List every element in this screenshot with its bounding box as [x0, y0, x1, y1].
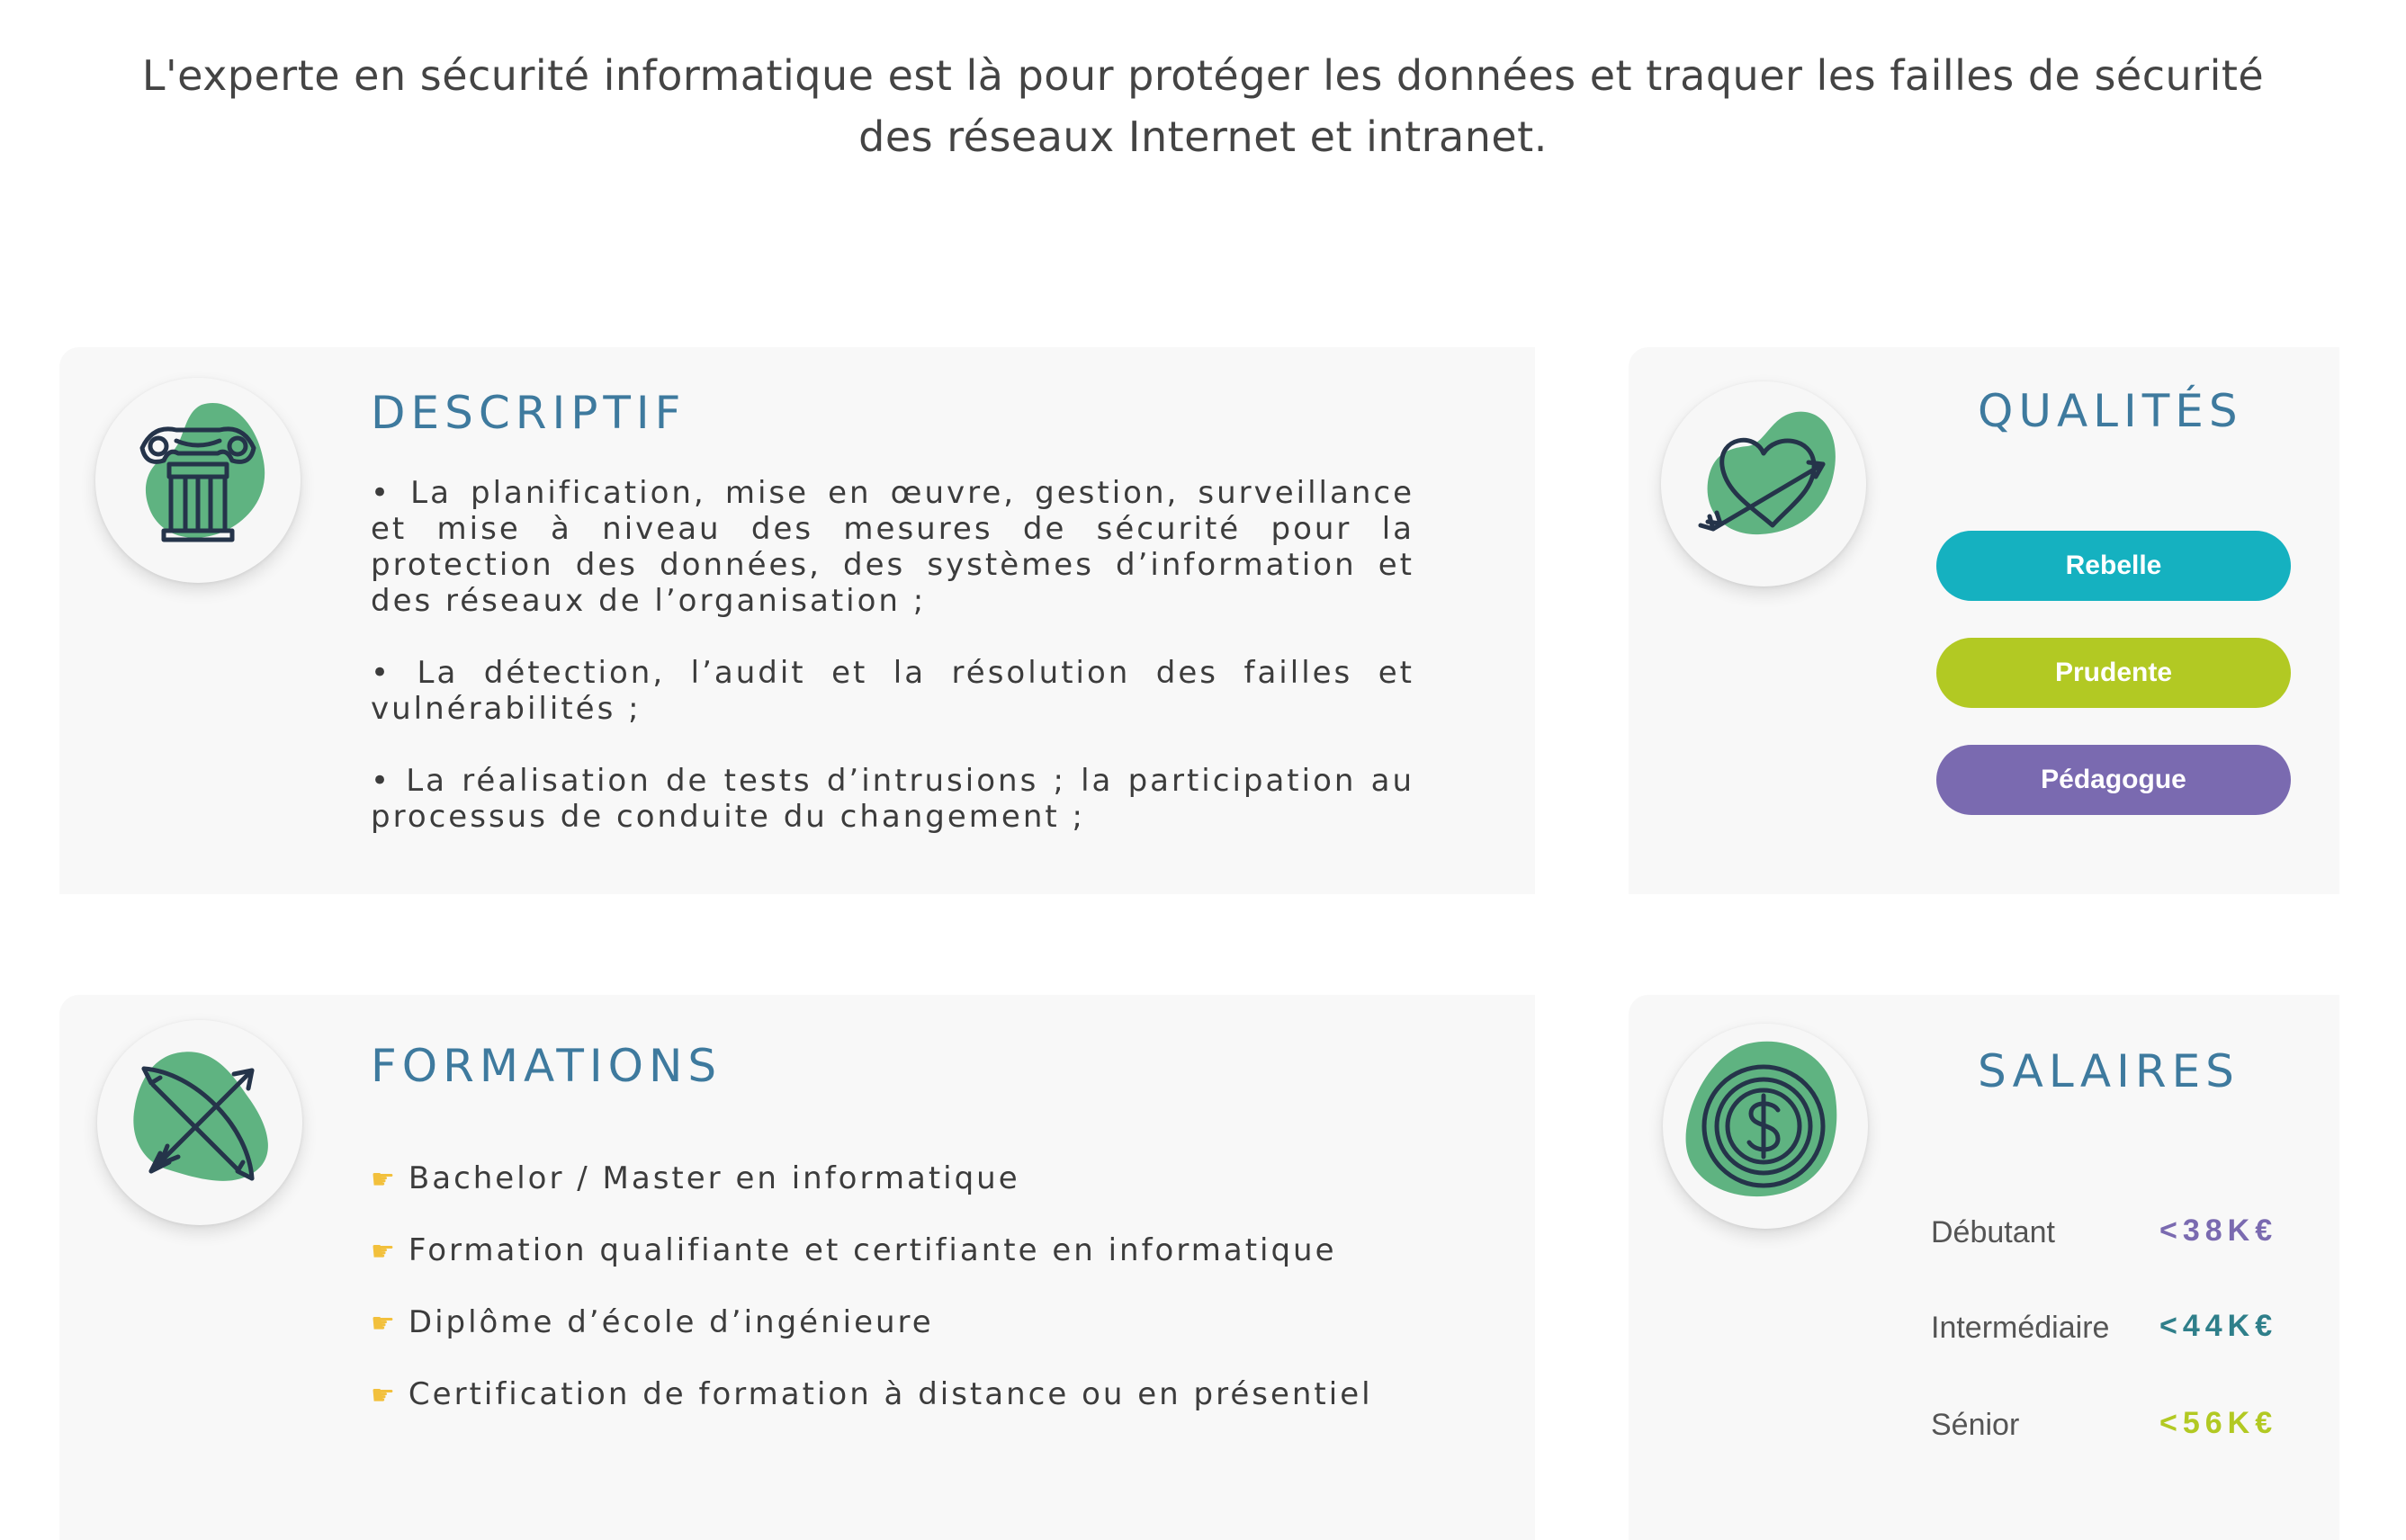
descriptif-paragraph: • La réalisation de tests d’intrusions ; la participation au processus de conduite du changement ; — [371, 763, 1414, 835]
list-item — [371, 1300, 1450, 1372]
descriptif-title: DESCRIPTIF — [371, 387, 687, 439]
descriptif-paragraph: • La planification, mise en œuvre, gestion, surveillance et mise à niveau des mesures de sécurité pour la protection des données, des systèmes d’information et des réseaux de l’organisation ; — [371, 475, 1414, 619]
pointing-hand-icon: ☛ — [371, 1236, 398, 1267]
salary-level-debutant: Débutant — [1931, 1215, 2055, 1249]
formations-title: FORMATIONS — [371, 1040, 723, 1092]
formations-list — [371, 1156, 1450, 1444]
formation-label: Diplôme d’école d’ingénieure — [408, 1304, 934, 1340]
dollar-coin-icon — [1663, 1024, 1868, 1229]
list-item — [371, 1156, 1450, 1228]
list-item — [371, 1228, 1450, 1300]
quality-pill-pedagogue: Pédagogue — [1936, 745, 2291, 815]
salary-value-debutant: <38K€ — [2159, 1213, 2278, 1248]
intro-text — [36, 45, 2370, 167]
intro-line-2: des réseaux Internet et intranet. — [858, 112, 1548, 161]
column-icon — [95, 378, 301, 583]
salary-level-senior: Sénior — [1931, 1408, 2020, 1442]
formation-label: Formation qualifiante et certifiante en informatique — [408, 1232, 1337, 1268]
salary-value-senior: <56K€ — [2159, 1406, 2278, 1440]
salaires-title: SALAIRES — [1978, 1045, 2240, 1097]
descriptif-body — [371, 475, 1414, 871]
heart-arrow-icon — [1661, 381, 1866, 586]
quality-pill-prudente: Prudente — [1936, 638, 2291, 708]
descriptif-paragraph: • La détection, l’audit et la résolution des failles et vulnérabilités ; — [371, 655, 1414, 727]
pointing-hand-icon: ☛ — [371, 1380, 398, 1411]
formation-label: Bachelor / Master en informatique — [408, 1160, 1020, 1196]
pointing-hand-icon: ☛ — [371, 1164, 398, 1195]
list-item — [371, 1372, 1450, 1444]
salary-level-intermediaire: Intermédiaire — [1931, 1311, 2110, 1345]
intro-line-1: L'experte en sécurité informatique est là pour protéger les données et traquer les failles de sécurité — [141, 51, 2265, 100]
quality-pill-rebelle: Rebelle — [1936, 531, 2291, 601]
salary-value-intermediaire: <44K€ — [2159, 1309, 2278, 1343]
qualites-title: QUALITÉS — [1978, 385, 2243, 437]
pointing-hand-icon: ☛ — [371, 1308, 398, 1339]
formation-label: Certification de formation à distance ou en présentiel — [408, 1376, 1373, 1412]
bow-arrow-icon — [97, 1020, 302, 1225]
